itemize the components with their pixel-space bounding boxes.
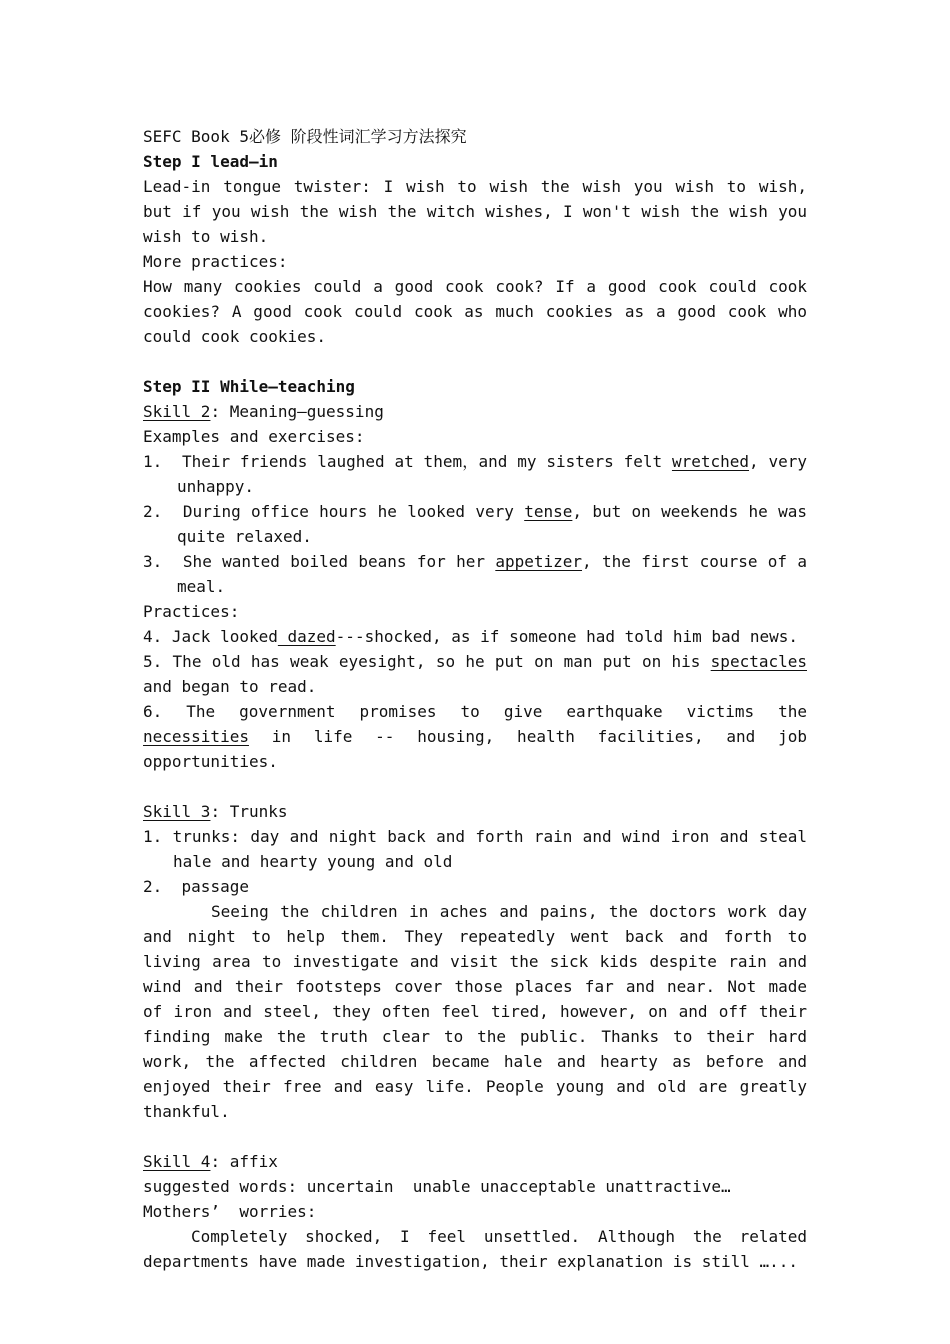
list-item-text: Jack looked [171,627,278,646]
list-item-number: 1. [143,827,163,846]
vocab-word: spectacles [710,652,807,671]
vocab-word: wretched [671,452,750,471]
more-practices-label: More practices: [143,252,288,271]
list-item-number: 5. [143,652,163,671]
list-item-text: Their friends laughed at them，and my sisters felt [181,452,672,471]
examples-label: Examples and exercises: [143,427,365,446]
list-item-text: in life -- housing, health facilities, and job opportunities. [143,727,807,771]
step1-heading: Step I lead—in [143,152,278,171]
list-item [143,449,807,499]
skill3-label: Skill 3 [143,802,211,821]
step2-heading: Step II While—teaching [143,377,355,396]
vocab-word: tense [524,502,573,521]
list-item-text: During office hours he looked very [182,502,525,521]
vocab-word: dazed [277,627,336,646]
list-item-text: The government promises to give earthquake victims the [186,702,807,721]
list-item-text: passage [171,877,249,896]
list-item-text: ---shocked, as if someone had told him bad news. [335,627,799,646]
suggested-words: suggested words: uncertain unable unacceptable unattractive… [143,1177,731,1196]
list-item-number: 1. [143,452,163,471]
list-item [143,649,807,699]
mothers-worries-label: Mothers’ worries: [143,1202,317,1221]
list-item-text: She wanted boiled beans for her [182,552,496,571]
more-practices-paragraph: How many cookies could a good cook cook? If a good cook could cook cookies? A good cook could cook as much cookies as a good cook who could cook cookies. [143,277,807,346]
list-item-text: The old has weak eyesight, so he put on man put on his [172,652,711,671]
list-item [143,874,807,899]
skill4-label: Skill 4 [143,1152,211,1171]
list-item [143,549,807,599]
skill2-title: : Meaning—guessing [210,402,384,421]
skill3-title: : Trunks [210,802,288,821]
practices-label: Practices: [143,602,240,621]
list-item-text: , but on weekends he was quite relaxed. [177,502,808,546]
list-item-number: 3. [143,552,163,571]
list-item-text: , the first course of a meal. [177,552,808,596]
document-title: SEFC Book 5必修 阶段性词汇学习方法探究 [143,127,467,146]
skill4-heading [143,1149,807,1174]
list-item [143,624,807,649]
list-item [143,699,807,774]
list-item-number: 2. [143,877,163,896]
spacer [143,1124,807,1149]
list-item-text: and began to read. [143,677,317,696]
spacer [143,774,807,799]
vocab-word: appetizer [495,552,583,571]
skill2-heading [143,399,807,424]
list-item-number: 6. [143,702,163,721]
skill3-heading [143,799,807,824]
spacer [143,349,807,374]
list-item [143,499,807,549]
tongue-twister-paragraph: Lead-in tongue twister: I wish to wish the wish you wish to wish, but if you wish the wish the witch wishes, I won't wish the wish you wish to wish. [143,177,807,246]
affix-passage: Completely shocked, I feel unsettled. Although the related departments have made investigation, their explanation is still …... [143,1227,807,1271]
document-page [143,124,807,1274]
list-item-number: 4. [143,627,163,646]
trunks-passage: Seeing the children in aches and pains, the doctors work day and night to help them. They repeatedly went back and forth to living area to investigate and visit the sick kids despite rain and wind and their footsteps cover those places far and near. Not made of iron and steel, they often feel tired, however, on and off their finding make the truth clear to the public. Thanks to their hard work, the affected children became hale and hearty as before and enjoyed their free and easy life. People young and old are greatly thankful. [143,902,807,1121]
vocab-word: necessities [143,727,249,746]
list-item [143,824,807,874]
skill4-title: : affix [210,1152,278,1171]
list-item-number: 2. [143,502,163,521]
list-item-text: , very unhappy. [177,452,808,496]
skill2-label: Skill 2 [143,402,211,421]
list-item-text: trunks: day and night back and forth rain and wind iron and steal hale and hearty young and old [172,827,807,871]
